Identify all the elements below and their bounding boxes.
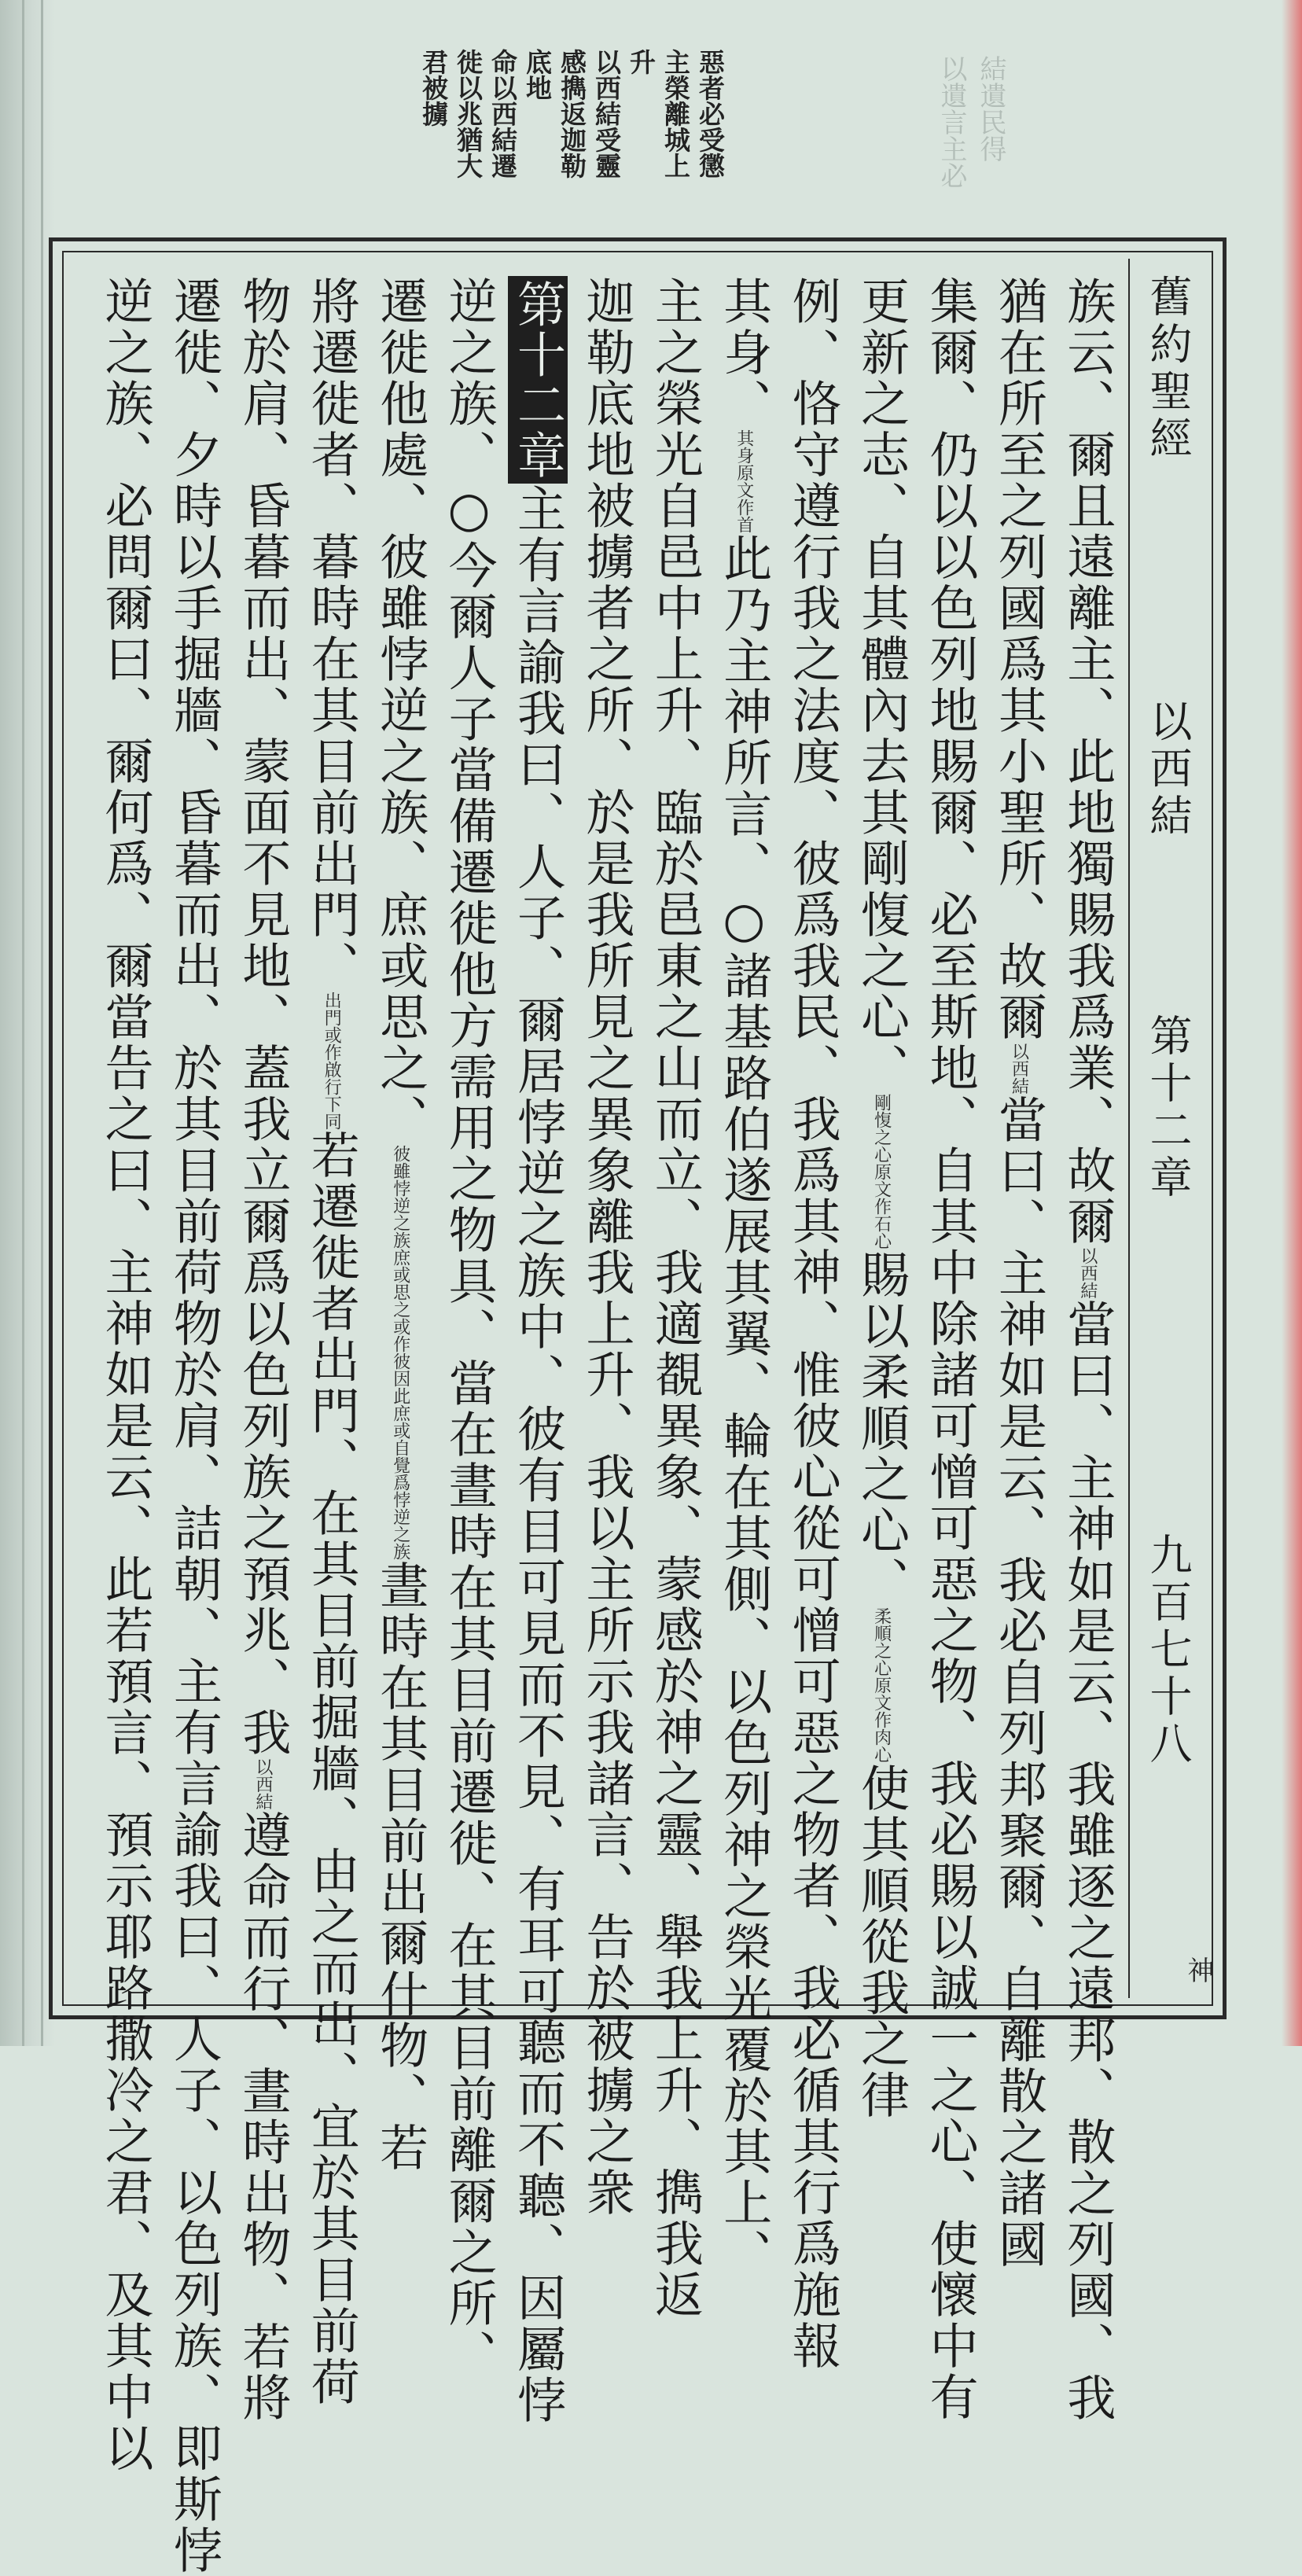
bleed-through-text: 以遺言主必 [936, 55, 967, 189]
text-column [920, 276, 980, 2423]
verse-text: 逆之族、○今爾人子當備遷徙他方需用之物具、當在晝時在其目前遷徙、在其目前離爾之所、 [440, 276, 498, 2380]
verse-text: 遵命而行、晝時出物、若將 [234, 1810, 292, 2423]
inline-annotation: 以西結 [1009, 1043, 1029, 1095]
book-name: 以西結 [1143, 699, 1193, 841]
verse-text: 若遷徙者出門、在其目前掘牆、由之而出、宜於其目前荷 [303, 1130, 361, 2408]
scripture-text [95, 276, 1117, 2576]
verse-text: 賜以柔順之心、 [852, 1249, 910, 1607]
text-column [508, 276, 568, 2426]
verse-text: 晝時在其目前出爾什物、若 [371, 1560, 429, 2173]
inline-annotation: 以西結 [252, 1758, 273, 1810]
inline-annotation: 剛愎之心原文作石心 [871, 1094, 892, 1249]
inline-annotation: 出門或作啟行下同 [322, 992, 342, 1130]
verse-text: 主之榮光自邑中上升、臨於邑東之山而立、我適覩異象、蒙感於神之靈、舉我上升、擕我返 [646, 276, 704, 2320]
text-column [301, 276, 361, 2408]
text-column [164, 276, 223, 2576]
text-column [370, 276, 430, 2173]
text-column [988, 276, 1048, 2270]
text-column [576, 276, 636, 2218]
margin-note: 升 [626, 49, 657, 75]
margin-note: 君被擄 [418, 49, 449, 127]
inline-annotation: 柔順之心原文作肉心 [871, 1607, 892, 1763]
book-title: 舊約聖經 [1143, 274, 1193, 463]
margin-note: 惡者必受懲 [695, 49, 726, 178]
text-column [95, 276, 155, 2474]
page-edge-right [1282, 0, 1302, 2046]
verse-text: 將遷徙者、暮時在其目前出門、 [303, 276, 361, 992]
gutter-line [22, 0, 24, 2046]
margin-note: 感擕返迦勒 [557, 49, 587, 178]
text-column [645, 276, 704, 2320]
verse-text: 此乃主神所言、○諸基路伯遂展其翼、輪在其側、以色列神之榮光覆於其上、 [715, 533, 773, 2280]
verse-text: 當曰、主神如是云、我雖逐之遠邦、散之列國、我 [1058, 1299, 1116, 2423]
verse-text: 迦勒底地被擄者之所、於是我所見之異象離我上升、我以主所示我諸言、告於被擄之衆 [577, 276, 635, 2218]
inline-annotation: 其身原文作首 [734, 429, 754, 533]
text-frame [49, 237, 1227, 2576]
margin-note: 主榮離城上 [660, 49, 691, 178]
text-column [851, 276, 911, 2121]
text-column [782, 276, 842, 2372]
catchword: 神 [1182, 1956, 1214, 1983]
verse-text: 主有言諭我曰、人子、爾居悖逆之族中、彼有目可見而不見、有耳可聽而不聽、因屬悖 [509, 484, 567, 2426]
verse-text: 族云、爾且遠離主、此地獨賜我爲業、故爾 [1058, 276, 1116, 1247]
page-number: 九百七十八 [1143, 1533, 1193, 1768]
bleed-through-text: 結遺民得 [975, 55, 1006, 162]
margin-notes [417, 49, 726, 237]
text-column [1057, 276, 1117, 2423]
inline-annotation: 以西結 [1077, 1247, 1098, 1299]
text-column [714, 276, 774, 2280]
verse-text: 例、恪守遵行我之法度、彼爲我民、我爲其神、惟彼心從可憎可惡之物者、我必循其行爲施報 [784, 276, 842, 2372]
margin-note: 以西結受靈 [591, 49, 622, 178]
verse-text: 使其順從我之律 [852, 1763, 910, 2121]
verse-text: 當曰、主神如是云、我必自列邦聚爾、自離散之諸國 [990, 1095, 1048, 2270]
margin-note: 徙以兆猶大 [453, 49, 484, 178]
verse-text: 逆之族、必問爾曰、爾何爲、爾當告之曰、主神如是云、此若預言、預示耶路撒冷之君、及其中以 [97, 276, 154, 2474]
margin-note: 命以西結遷 [487, 49, 518, 178]
verse-text: 遷徙、夕時以手掘牆、昏暮而出、於其目前荷物於肩、詰朝、主有言諭我曰、人子、以色列族、即斯悖 [165, 276, 223, 2576]
inline-annotation: 彼雖悖逆之族庶或思之或作彼因此庶或自覺爲悖逆之族 [390, 1145, 410, 1560]
page-gutter [0, 0, 55, 2046]
verse-text: 猶在所至之列國爲其小聖所、故爾 [990, 276, 1048, 1043]
running-header [1128, 259, 1205, 1998]
verse-text: 其身、 [715, 276, 773, 429]
chapter-marker: 第十二章 [508, 276, 568, 484]
verse-text: 物於肩、昏暮而出、蒙面不見地、蓋我立爾爲以色列族之預兆、我 [234, 276, 292, 1758]
verse-text: 集爾、仍以以色列地賜爾、必至斯地、自其中除諸可憎可惡之物、我必賜以誠一之心、使懷中有 [921, 276, 980, 2423]
text-frame-inner [62, 251, 1213, 2576]
margin-note: 底地 [522, 49, 553, 101]
verse-text: 更新之志、自其體內去其剛愎之心、 [852, 276, 910, 1094]
text-column [233, 276, 292, 2423]
verse-text: 遷徙他處、彼雖悖逆之族、庶或思之、 [371, 276, 429, 1145]
gutter-line [41, 0, 43, 2046]
text-column [439, 276, 498, 2380]
chapter-heading: 第十二章 [1143, 1014, 1193, 1202]
